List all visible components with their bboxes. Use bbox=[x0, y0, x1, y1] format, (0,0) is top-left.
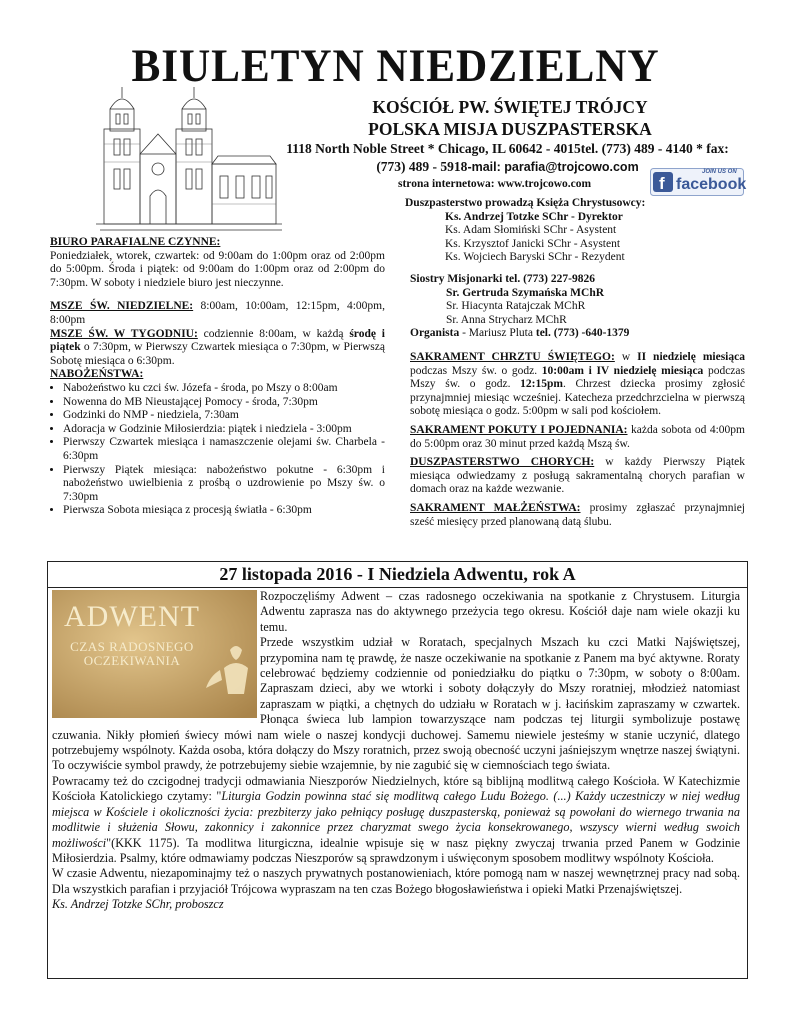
sunday-masses bbox=[50, 300, 385, 327]
clergy-director: Ks. Andrzej Totzke SChr - Dyrektor bbox=[445, 210, 623, 223]
church-illustration bbox=[86, 84, 286, 236]
catechism-quote: Liturgia Godzin powinna stać się modlitwą całego Ludu Bożego. (...) Każdy uczestniczy w niej według miejsca w Kościele i okoliczności życia: prezbiterzy jako pełniący posługę duszpasterską, ponieważ są powołani do wiernego trwania na modlitwie i służenia Słowu, zakonnicy i zakonnice przez charyzmat swego życia konsekrowanego, wszyscy wierni według swoich możliwości bbox=[52, 789, 740, 850]
baptism-section bbox=[410, 351, 745, 419]
clergy-list bbox=[405, 197, 745, 265]
article-paragraph: Rozpoczęliśmy Adwent – czas radosnego oczekiwania na spotkanie z Chrystusem. Liturgia Adwentu zaprasza nas do aktywnego przeżycia tego okresu. Kościół daje nam wiele okazji ku temu. bbox=[260, 589, 740, 634]
sisters-list bbox=[410, 273, 745, 341]
clergy-assistant: Ks. Adam Słomiński SChr - Asystent bbox=[445, 224, 617, 237]
weekday-masses-bold: środę i piątek bbox=[50, 327, 385, 354]
svg-text:f: f bbox=[659, 174, 665, 193]
baptism-text: podczas Mszy św. o godz. bbox=[410, 364, 745, 391]
list-item: • Nabożeństwo ku czci św. Józefa - środa, po Mszy o 8:00am bbox=[63, 382, 385, 396]
baptism-heading: SAKRAMENT CHRZTU ŚWIĘTEGO: bbox=[410, 351, 615, 363]
marriage-heading: SAKRAMENT MAŁŻEŃSTWA: bbox=[410, 501, 581, 514]
office-text: Poniedziałek, wtorek, czwartek: od 9:00am do 1:00pm oraz od 2:00pm do 5:00pm. Środa i piątek: od 9:00am do 1:00pm oraz od 2:00pm do 7:30pm. W soboty i niedziele biuro jest nieczynne. bbox=[50, 249, 385, 289]
facebook-label: facebook bbox=[676, 176, 747, 193]
sister-member: Sr. Hiacynta Ratajczak MChR bbox=[446, 300, 586, 313]
baptism-text: w bbox=[614, 351, 638, 363]
penance-heading: SAKRAMENT POKUTY I POJEDNANIA: bbox=[410, 423, 628, 436]
advent-image-subtitle-1: CZAS RADOSNEGO bbox=[70, 639, 194, 654]
article-paragraph: Przede wszystkim udział w Roratach, specjalnych Mszach ku czci Matki Najświętszej, przypomina nam tę prawdę, że nasze oczekiwanie na spotkanie z Panem ma być aktywne. Roraty celebrować będziemy codziennie od poniedziałku do piątku o 7:30pm, w soboty o 8:00am. Zapraszam dzieci, aby we wtorki i soboty dołączyły do Mszy roratniej, młodzież natomiast zapraszam w piątki, a chętnych do udziału w Roratach w j. łacińskim zapraszamy w czwartek. Płonąca świeca lub lampion towarzyszące nam podczas tej liturgii symbolizuje postawę czuwania. Nikły płomień świecy mówi nam wiele o naszej kondycji duchowej. Samemu niewiele jesteśmy w stanie uczynić, dlatego potrzebujemy wspólnoty. Każda osoba, która dołączy do Mszy roratnich, przez swoją obecność uczyni jaśniejszym wnętrze naszej świątyni. To oczywiście symbol prawdy, że potrzebujemy siebie wzajemnie, by nie zagubić się w ciemnościach tego świata. bbox=[52, 635, 740, 773]
baptism-bold: II niedzielę miesiąca bbox=[637, 351, 745, 363]
list-item: • Adoracja w Godzinie Miłosierdzia: piątek i niedziela - 3:00pm bbox=[63, 423, 385, 437]
advent-image-subtitle-2: OCZEKIWANIA bbox=[83, 653, 181, 668]
clergy-resident: Ks. Wojciech Baryski SChr - Rezydent bbox=[445, 251, 625, 264]
website-text: strona internetowa: www.trojcowo.com bbox=[398, 178, 592, 190]
devotions-list bbox=[50, 382, 385, 518]
address-text: 1118 North Noble Street * Chicago, IL 60642 - 4015tel. (773) 489 - 4140 * fax: (773) 489 - 5918 bbox=[286, 141, 729, 174]
sick-ministry-text: w każdy Pierwszy Piątek miesiąca odwiedzamy z posługą sakramentalną chorych parafian w domach oraz na każde wezwanie. bbox=[410, 456, 745, 496]
article-text: Powracamy też do czcigodnej tradycji odmawiania Nieszporów Niedzielnych, które są biblijną modlitwą całego Kościoła. W Katechizmie Kościoła Katolickiego czytamy: " bbox=[52, 773, 740, 804]
bulletin-title: BIULETYN NIEDZIELNY bbox=[131, 40, 660, 92]
parish-line-1: KOŚCIÓŁ PW. ŚWIĘTEJ TRÓJCY bbox=[372, 97, 648, 117]
list-item: • Pierwsza Sobota miesiąca z procesją światła - 6:30pm bbox=[63, 504, 385, 518]
sisters-head: Siostry Misjonarki tel. (773) 227-9826 bbox=[410, 273, 595, 285]
baptism-text: . Chrzest dziecka prosimy zgłosić przynajmniej miesiąc wcześniej. Katecheza przedchrzcielna w pierwszą sobotę miesiąca o godz. 5:00pm w sali pod kościołem. bbox=[410, 378, 745, 418]
baptism-text: podczas Mszy św. o godz. bbox=[410, 364, 542, 377]
article-title: 27 listopada 2016 - I Niedziela Adwentu, rok A bbox=[219, 564, 576, 584]
parish-name bbox=[300, 96, 720, 140]
organist-phone: tel. (773) -640-1379 bbox=[535, 327, 630, 340]
penance-text: każda sobota od 4:00pm do 5:00pm oraz 30 minut przed każdą Mszą św. bbox=[410, 423, 745, 450]
sacraments-column bbox=[410, 351, 745, 534]
organist-label: Organista bbox=[410, 327, 460, 340]
office-heading: BIURO PARAFIALNE CZYNNE: bbox=[50, 236, 221, 248]
devotions-heading: NABOŻEŃSTWA: bbox=[50, 368, 144, 381]
divider bbox=[47, 587, 748, 588]
article-paragraph bbox=[52, 774, 740, 866]
left-column bbox=[50, 236, 385, 518]
weekday-masses-heading: MSZE ŚW. W TYGODNIU: bbox=[50, 327, 198, 340]
baptism-bold: 12:15pm bbox=[520, 378, 563, 391]
article-text: "(KKK 1175). Ta modlitwa liturgiczna, idealnie wpisuje się w nasz piękny zwyczaj trwania przed Panem w Godzinie Miłosierdzia. Psalmy, które odmawiamy podczas Nieszporów są sprawdzonym i uświęconym sposobem modlitwy wspólnoty Kościoła. bbox=[52, 835, 740, 865]
list-item: • Godzinki do NMP - niedziela, 7:30am bbox=[63, 409, 385, 423]
article-signature: Ks. Andrzej Totzke SChr, proboszcz bbox=[52, 897, 224, 912]
sister-member: Sr. Anna Strycharz MChR bbox=[446, 313, 567, 326]
clergy-intro: Duszpasterstwo prowadzą Księża Chrystusowcy: bbox=[405, 197, 646, 209]
clergy-assistant: Ks. Krzysztof Janicki SChr - Asystent bbox=[445, 237, 621, 250]
marriage-text: prosimy zgłaszać przynajmniej sześć miesięcy przed planowaną datą ślubu. bbox=[410, 501, 746, 528]
weekday-masses-text: codziennie 8:00am, w każdą bbox=[197, 327, 350, 340]
penance-section bbox=[410, 424, 745, 451]
weekday-masses bbox=[50, 328, 385, 369]
article-body bbox=[52, 589, 740, 913]
facebook-join-text: JOIN US ON bbox=[702, 169, 737, 175]
article-paragraph: W czasie Adwentu, niezapominajmy też o naszych prywatnych postanowieniach, które pomogą nam w naszej wewnętrznej pracy nad sobą. Dla wszystkich parafian i przyjaciół Trójcowa wypraszam na ten czas Bożego błogosławieństwa i opieki Matki Przenajświętszej. bbox=[52, 866, 740, 896]
organist-line bbox=[410, 327, 745, 341]
advent-image-title: ADWENT bbox=[64, 600, 200, 633]
list-item: • Nowenna do MB Nieustającej Pomocy - środa, 7:30pm bbox=[63, 396, 385, 410]
list-item: • Pierwszy Czwartek miesiąca i namaszczenie olejami św. Charbela - 6:30pm bbox=[63, 436, 385, 463]
sick-ministry-heading: DUSZPASTERSTWO CHORYCH: bbox=[410, 456, 595, 469]
office-hours bbox=[50, 236, 385, 290]
baptism-bold: 10:00am i IV niedzielę miesiąca bbox=[541, 364, 704, 377]
marriage-section bbox=[410, 502, 745, 529]
list-item: • Pierwszy Piątek miesiąca: nabożeństwo pokutne - 6:30pm i nabożeństwo uwielbienia z prośbą o uzdrowienie po Mszy św. o 7:30pm bbox=[63, 464, 385, 505]
sunday-masses-heading: MSZE ŚW. NIEDZIELNE: bbox=[50, 300, 194, 313]
facebook-badge[interactable] bbox=[650, 168, 747, 196]
email-text: -mail: parafia@trojcowo.com bbox=[467, 160, 639, 174]
parish-line-2: POLSKA MISJA DUSZPASTERSKA bbox=[368, 119, 652, 139]
organist-name: - Mariusz Pluta bbox=[459, 327, 536, 340]
sunday-masses-text: 8:00am, 10:00am, 12:15pm, 4:00pm, 8:00pm bbox=[50, 300, 385, 326]
sister-superior: Sr. Gertruda Szymańska MChR bbox=[446, 286, 605, 299]
weekday-masses-text-2: o 7:30pm, w Pierwszy Czwartek miesiąca o 7:30pm, w Pierwszą Sobotę miesiąca o 6:30pm. bbox=[50, 341, 385, 367]
sick-ministry-section bbox=[410, 456, 745, 497]
